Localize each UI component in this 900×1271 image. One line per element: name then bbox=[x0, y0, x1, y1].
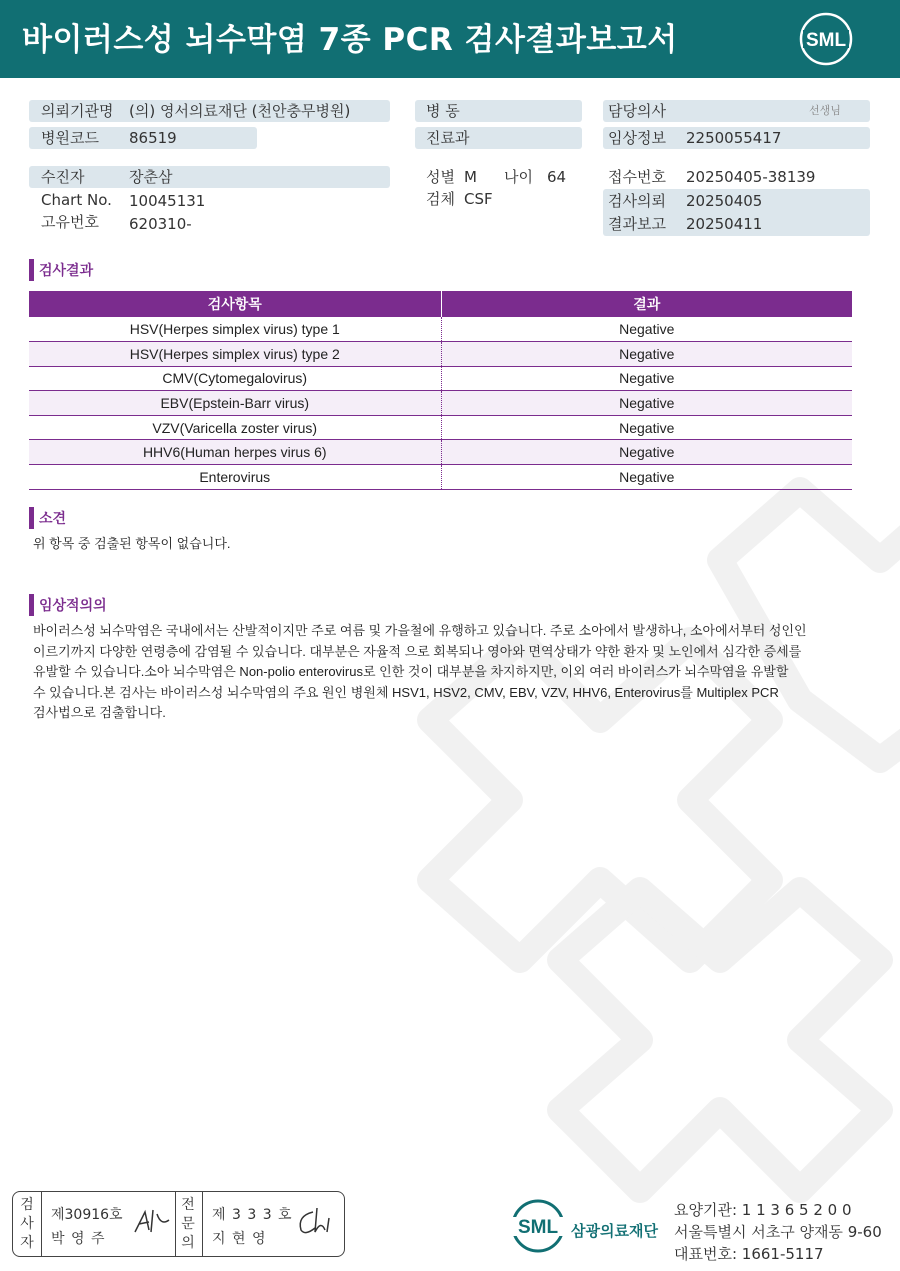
section-bar bbox=[29, 594, 34, 616]
clinical-value: 2250055417 bbox=[686, 129, 782, 147]
org-address: 서울특별시 서초구 양재동 9-60 bbox=[674, 1223, 882, 1241]
ward-label: 병 동 bbox=[426, 102, 460, 120]
age-value: 64 bbox=[547, 168, 567, 186]
doctor-label: 담당의사 bbox=[608, 102, 666, 120]
sex-label: 성별 bbox=[426, 168, 455, 186]
department-label: 진료과 bbox=[426, 129, 470, 147]
report-value: 20250411 bbox=[686, 215, 763, 233]
col-result-header: 결과 bbox=[441, 291, 852, 317]
significance-text bbox=[33, 621, 807, 724]
specimen-value: CSF bbox=[464, 190, 493, 208]
results-heading bbox=[29, 259, 93, 281]
significance-line: 유발할 수 있습니다.소아 뇌수막염은 Non-polio enterovirus로 인한 것이 대부분을 차지하지만, 이외 여러 바이러스가 뇌수막염을 유발할 bbox=[33, 664, 789, 679]
id-label: 고유번호 bbox=[41, 213, 99, 231]
item-cell: EBV(Epstein-Barr virus) bbox=[29, 391, 441, 416]
item-cell: HSV(Herpes simplex virus) type 1 bbox=[29, 317, 441, 342]
examiner-name: 박 영 주 bbox=[51, 1231, 106, 1247]
item-cell: CMV(Cytomegalovirus) bbox=[29, 366, 441, 391]
request-label: 검사의뢰 bbox=[608, 192, 666, 210]
table-row bbox=[29, 465, 852, 490]
logo-text: SML bbox=[805, 30, 847, 51]
findings-heading bbox=[29, 507, 66, 529]
examiner-signature-icon bbox=[131, 1206, 175, 1238]
result-cell: Negative bbox=[441, 415, 852, 440]
section-bar bbox=[29, 507, 34, 529]
sex-value: M bbox=[464, 168, 477, 186]
sml-logo-icon bbox=[797, 10, 855, 68]
clinical-label: 임상정보 bbox=[608, 129, 666, 147]
id-value: 620310- bbox=[129, 215, 192, 233]
table-row bbox=[29, 391, 852, 416]
footer-logo-text: SML bbox=[517, 1217, 559, 1238]
chart-value: 10045131 bbox=[129, 192, 206, 210]
significance-line: 이르기까지 다양한 연령층에 감염될 수 있습니다. 대부분은 자율적 으로 회복되나 영아와 면역상태가 약한 환자 및 노인에서 심각한 증세를 bbox=[33, 643, 802, 659]
table-header-row bbox=[29, 291, 852, 317]
result-cell: Negative bbox=[441, 317, 852, 342]
result-cell: Negative bbox=[441, 440, 852, 465]
institution-value: (의) 영서의료재단 (천안충무병원) bbox=[129, 102, 351, 120]
result-cell: Negative bbox=[441, 391, 852, 416]
age-label: 나이 bbox=[504, 168, 533, 186]
table-row bbox=[29, 317, 852, 342]
facility-code: 요양기관: 1 1 3 6 5 2 0 0 bbox=[674, 1201, 852, 1219]
stamp-divider bbox=[41, 1192, 42, 1256]
specialist-vertical-label: 전 문 의 bbox=[181, 1197, 195, 1251]
significance-title: 임상적의의 bbox=[39, 598, 107, 614]
patient-label: 수진자 bbox=[41, 168, 85, 186]
institution-label: 의뢰기관명 bbox=[41, 102, 114, 120]
chart-label: Chart No. bbox=[41, 191, 112, 209]
significance-line: 바이러스성 뇌수막염은 국내에서는 산발적이지만 주로 여름 및 가을철에 유행하고 있습니다. 주로 소아에서 발생하나, 소아에서부터 성인인 bbox=[33, 623, 807, 638]
findings-text: 위 항목 중 검출된 항목이 없습니다. bbox=[33, 536, 231, 551]
table-row bbox=[29, 342, 852, 367]
signature-stamp-box bbox=[12, 1191, 345, 1257]
table-row bbox=[29, 440, 852, 465]
specialist-signature-icon bbox=[293, 1204, 337, 1240]
hospital-code-label: 병원코드 bbox=[41, 129, 99, 147]
report-header bbox=[0, 0, 900, 78]
request-value: 20250405 bbox=[686, 192, 763, 210]
report-label: 결과보고 bbox=[608, 215, 666, 233]
hospital-code-value: 86519 bbox=[129, 129, 177, 147]
significance-line: 검사법으로 검출합니다. bbox=[33, 705, 166, 720]
significance-heading bbox=[29, 594, 107, 616]
patient-value: 장춘삼 bbox=[129, 168, 173, 186]
examiner-license: 제30916호 bbox=[51, 1207, 123, 1223]
significance-line: 수 있습니다.본 검사는 바이러스성 뇌수막염의 주요 원인 병원체 HSV1, HSV2, CMV, EBV, VZV, HHV6, Enterovirus를 Multiplex PCR bbox=[33, 684, 779, 700]
sml-footer-logo-icon bbox=[510, 1196, 570, 1258]
findings-title: 소견 bbox=[39, 511, 67, 527]
receipt-label: 접수번호 bbox=[608, 168, 666, 186]
table-row bbox=[29, 415, 852, 440]
result-cell: Negative bbox=[441, 465, 852, 490]
specimen-label: 검체 bbox=[426, 190, 455, 208]
stamp-divider bbox=[202, 1192, 203, 1256]
examiner-vertical-label: 검 사 자 bbox=[20, 1197, 34, 1251]
org-phone: 대표번호: 1661-5117 bbox=[674, 1245, 824, 1263]
results-table bbox=[29, 291, 852, 490]
specialist-name: 지 현 영 bbox=[212, 1231, 267, 1247]
receipt-value: 20250405-38139 bbox=[686, 168, 816, 186]
item-cell: HHV6(Human herpes virus 6) bbox=[29, 440, 441, 465]
specialist-license: 제 3 3 3 호 bbox=[212, 1207, 293, 1223]
stamp-divider bbox=[175, 1192, 176, 1256]
org-name: 삼광의료재단 bbox=[571, 1222, 658, 1240]
item-cell: VZV(Varicella zoster virus) bbox=[29, 415, 441, 440]
doctor-suffix: 선생님 bbox=[809, 104, 841, 117]
item-cell: Enterovirus bbox=[29, 465, 441, 490]
item-cell: HSV(Herpes simplex virus) type 2 bbox=[29, 342, 441, 367]
table-row bbox=[29, 366, 852, 391]
results-title: 검사결과 bbox=[39, 263, 94, 279]
result-cell: Negative bbox=[441, 342, 852, 367]
col-item-header: 검사항목 bbox=[29, 291, 441, 317]
result-cell: Negative bbox=[441, 366, 852, 391]
section-bar bbox=[29, 259, 34, 281]
report-title: 바이러스성 뇌수막염 7종 PCR 검사결과보고서 bbox=[22, 22, 678, 58]
